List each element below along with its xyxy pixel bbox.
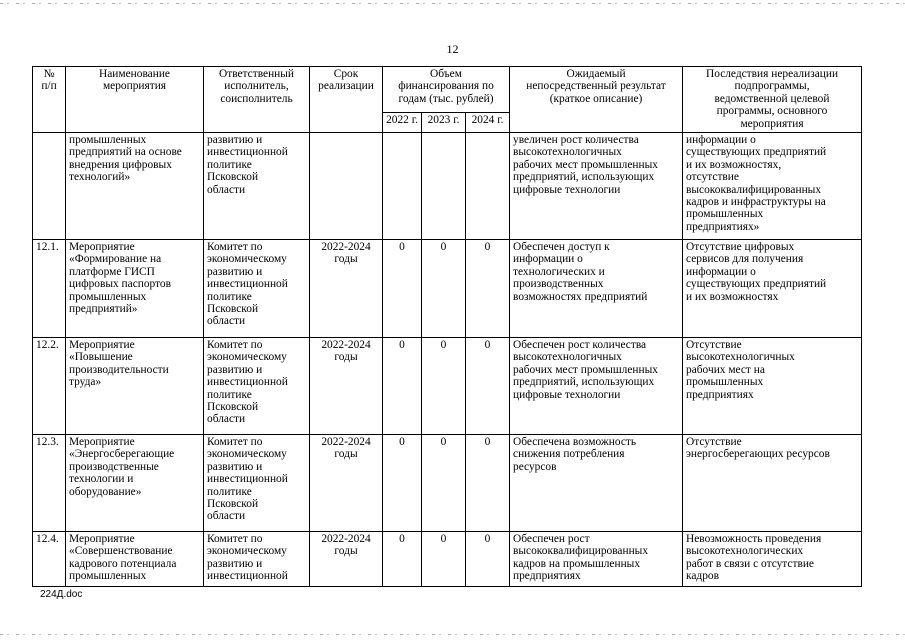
- row-term: [310, 133, 383, 240]
- row-term: 2022-2024 годы: [310, 240, 383, 338]
- row-num: 12.2.: [33, 338, 66, 435]
- header-funding: Объем финансирования по годам (тыс. рублей): [383, 67, 510, 113]
- row-2024: 0: [466, 338, 510, 435]
- scan-edge-top: [0, 3, 905, 4]
- row-consequences: Отсутствие цифровых сервисов для получения информации о существующих предприятий и их возможностях: [683, 240, 862, 338]
- row-consequences: информации о существующих предприятий и их возможностях, отсутствие высококвалифицированных кадров и инфраструктуры на промышленных предприятиях»: [683, 133, 862, 240]
- row-result: Обеспечен доступ к информации о технологических и производственных возможностях предприятий: [510, 240, 683, 338]
- page-number: 12: [446, 42, 459, 56]
- row-responsible: развитию и инвестиционной политике Псковской области: [204, 133, 310, 240]
- row-2022: [383, 133, 422, 240]
- header-num: № п/п: [33, 67, 66, 133]
- table-row: [33, 532, 862, 587]
- row-term: 2022-2024 годы: [310, 435, 383, 532]
- header-year-2023: 2023 г.: [422, 113, 466, 133]
- row-2024: 0: [466, 532, 510, 587]
- row-2023: 0: [422, 240, 466, 338]
- row-2024: 0: [466, 240, 510, 338]
- table-row: [33, 133, 862, 240]
- row-2024: 0: [466, 435, 510, 532]
- row-num: 12.3.: [33, 435, 66, 532]
- header-term: Срок реализации: [310, 67, 383, 133]
- row-2023: 0: [422, 435, 466, 532]
- row-consequences: Невозможность проведения высокотехнологических работ в связи с отсутствие кадров: [683, 532, 862, 587]
- row-2023: 0: [422, 338, 466, 435]
- row-name: Мероприятие «Формирование на платформе ГИСП цифровых паспортов промышленных предприятий»: [66, 240, 204, 338]
- row-result: Обеспечен рост количества высокотехнологичных рабочих мест промышленных предприятий, использующих цифровые технологии: [510, 338, 683, 435]
- row-num: 12.4.: [33, 532, 66, 587]
- row-result: Обеспечена возможность снижения потребления ресурсов: [510, 435, 683, 532]
- row-consequences: Отсутствие энергосберегающих ресурсов: [683, 435, 862, 532]
- row-responsible: Комитет по экономическому развитию и инвестиционной: [204, 532, 310, 587]
- row-2022: 0: [383, 435, 422, 532]
- header-result: Ожидаемый непосредственный результат (краткое описание): [510, 67, 683, 133]
- row-name: Мероприятие «Повышение производительности труда»: [66, 338, 204, 435]
- row-num: [33, 133, 66, 240]
- row-2022: 0: [383, 338, 422, 435]
- row-num: 12.1.: [33, 240, 66, 338]
- row-responsible: Комитет по экономическому развитию и инвестиционной политике Псковской области: [204, 240, 310, 338]
- scan-edge-bottom: [0, 634, 905, 635]
- row-2022: 0: [383, 532, 422, 587]
- row-name: Мероприятие «Энергосберегающие производственные технологии и оборудование»: [66, 435, 204, 532]
- header-consequences: Последствия нереализации подпрограммы, ведомственной целевой программы, основного мероприятия: [683, 67, 862, 133]
- header-year-2024: 2024 г.: [466, 113, 510, 133]
- row-responsible: Комитет по экономическому развитию и инвестиционной политике Псковской области: [204, 338, 310, 435]
- row-2022: 0: [383, 240, 422, 338]
- row-2024: [466, 133, 510, 240]
- measures-table: [32, 66, 862, 587]
- document-filename: 224Д.doc: [40, 589, 83, 600]
- table-row: [33, 338, 862, 435]
- table-row: [33, 240, 862, 338]
- table-header-row: [33, 67, 862, 113]
- row-consequences: Отсутствие высокотехнологичных рабочих мест на промышленных предприятиях: [683, 338, 862, 435]
- header-name: Наименование мероприятия: [66, 67, 204, 133]
- row-2023: [422, 133, 466, 240]
- row-result: Обеспечен рост высококвалифицированных кадров на промышленных предприятиях: [510, 532, 683, 587]
- row-result: увеличен рост количества высокотехнологичных рабочих мест промышленных предприятий, использующих цифровые технологии: [510, 133, 683, 240]
- row-name: Мероприятие «Совершенствование кадрового потенциала промышленных: [66, 532, 204, 587]
- row-term: 2022-2024 годы: [310, 338, 383, 435]
- table-row: [33, 435, 862, 532]
- row-term: 2022-2024 годы: [310, 532, 383, 587]
- header-responsible: Ответственный исполнитель, соисполнитель: [204, 67, 310, 133]
- row-name: промышленных предприятий на основе внедрения цифровых технологий»: [66, 133, 204, 240]
- header-year-2022: 2022 г.: [383, 113, 422, 133]
- row-2023: 0: [422, 532, 466, 587]
- row-responsible: Комитет по экономическому развитию и инвестиционной политике Псковской области: [204, 435, 310, 532]
